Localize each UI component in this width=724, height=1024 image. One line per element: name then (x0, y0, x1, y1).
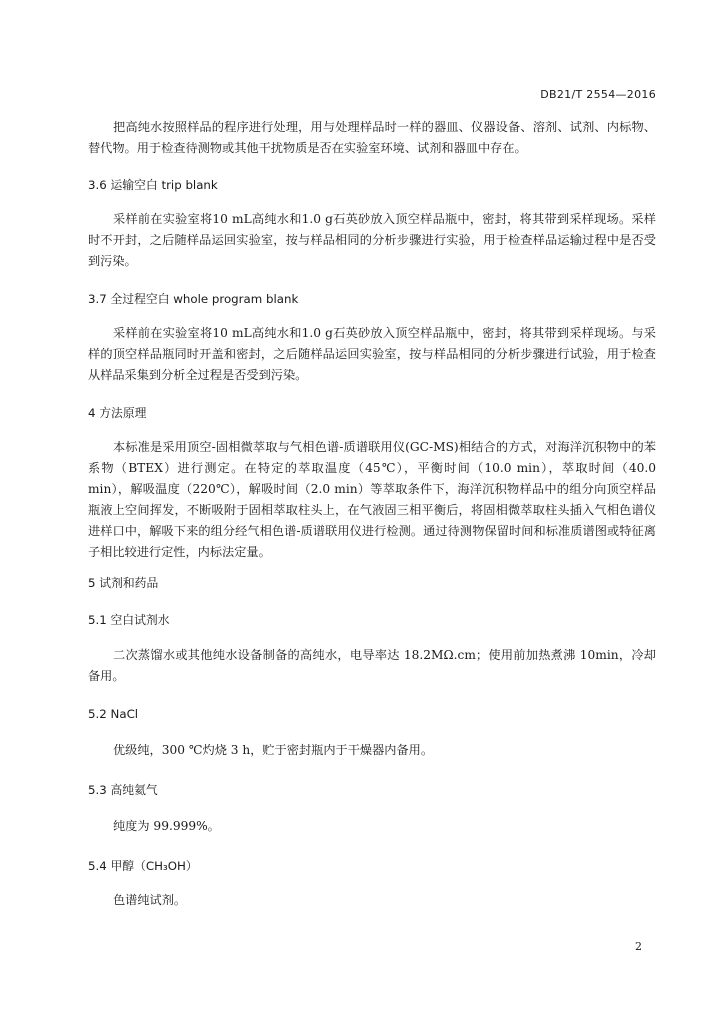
section-5-2-paragraph: 优级纯，300 ℃灼烧 3 h，贮于密封瓶内于干燥器内备用。 (113, 743, 434, 757)
section-3-6-paragraph: 采样前在实验室将10 mL高纯水和1.0 g石英砂放入顶空样品瓶中，密封，将其带到采样现场。采样时不开封，之后随样品运回实验室，按与样品相同的分析步骤进行实验，用于检查样品运输过程中是否受到污染。 (88, 212, 656, 268)
section-5-3-paragraph: 纯度为 99.999%。 (113, 819, 220, 833)
section-3-7-paragraph: 采样前在实验室将10 mL高纯水和1.0 g石英砂放入顶空样品瓶中，密封，将其带到采样现场。与采样的顶空样品瓶同时开盖和密封，之后随样品运回实验室，按与样品相同的分析步骤进行试验，用于检查从样品采集到分析全过程是否受到污染。 (88, 326, 656, 382)
section-3-6-heading: 3.6 运输空白 trip blank (88, 178, 218, 192)
section-5-heading: 5 试剂和药品 (88, 576, 159, 590)
standard-code: DB21/T 2554—2016 (540, 88, 656, 101)
section-5-4-paragraph: 色谱纯试剂。 (113, 893, 187, 907)
section-5-1-paragraph: 二次蒸馏水或其他纯水设备制备的高纯水，电导率达 18.2MΩ.cm；使用前加热煮沸 10min，冷却备用。 (88, 648, 656, 683)
section-5-1-heading: 5.1 空白试剂水 (88, 613, 170, 627)
section-4-heading: 4 方法原理 (88, 406, 147, 420)
section-5-4-heading: 5.4 甲醇（CH₃OH） (88, 859, 198, 873)
section-4-paragraph: 本标准是采用顶空-固相微萃取与气相色谱-质谱联用仪(GC-MS)相结合的方式，对海洋沉积物中的苯系物（BTEX）进行测定。在特定的萃取温度（45℃），平衡时间（10.0 min），萃取时间（40.0 min），解吸温度（220℃），解吸时间（2.0 min）等萃取条件下，海洋沉积物样品中的组分向顶空样品瓶液上空间挥发，不断吸附于固相萃取柱头上，在气液固三相平衡后，将固相微萃取柱头插入气相色谱仪进样口中，解吸下来的组分经气相色谱-质谱联用仪进行检测。通过待测物保留时间和标准质谱图或特征离子相比较进行定性，内标法定量。 (88, 440, 656, 559)
section-3-7-heading: 3.7 全过程空白 whole program blank (88, 292, 299, 306)
intro-paragraph: 把高纯水按照样品的程序进行处理，用与处理样品时一样的器皿、仪器设备、溶剂、试剂、内标物、替代物。用于检查待测物或其他干扰物质是否在实验室环境、试剂和器皿中存在。 (88, 120, 656, 155)
page-number: 2 (635, 940, 642, 953)
section-5-2-heading: 5.2 NaCl (88, 707, 139, 721)
section-5-3-heading: 5.3 高纯氦气 (88, 783, 158, 797)
